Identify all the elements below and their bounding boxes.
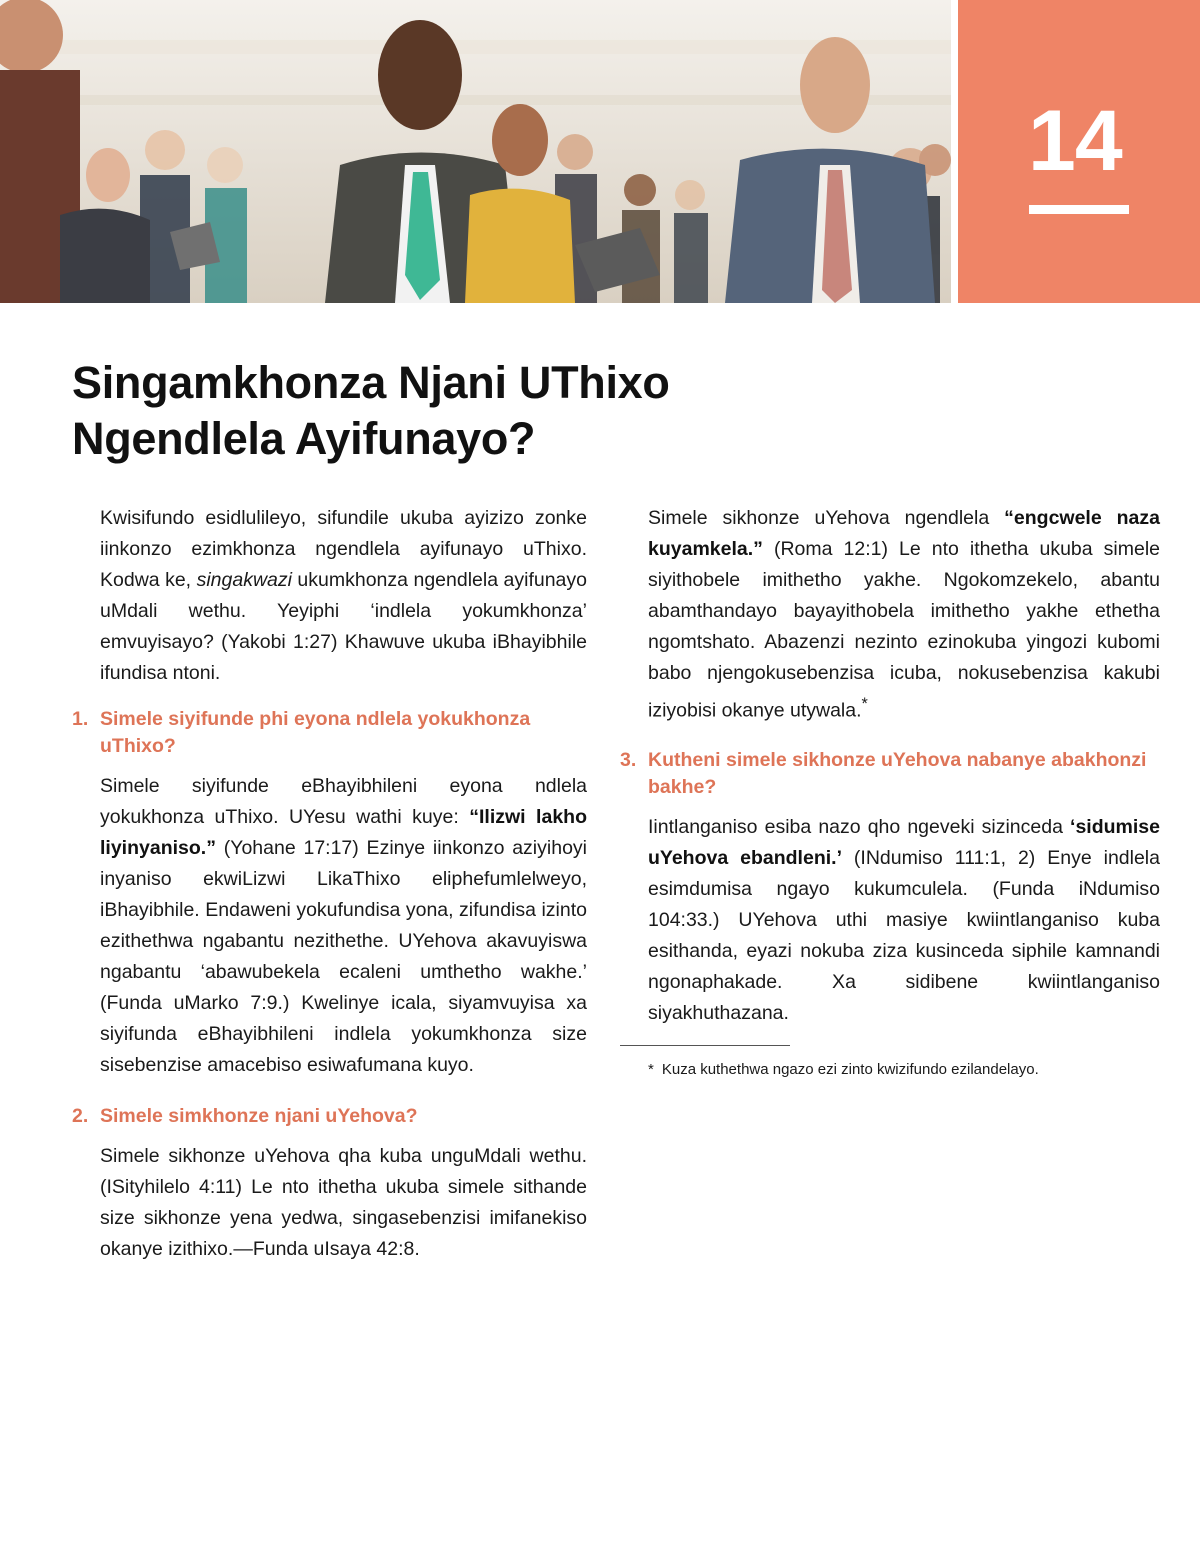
- title-line-2: Ngendlela Ayifunayo?: [72, 413, 536, 464]
- intro-emphasis: singakwazi: [196, 569, 292, 591]
- answer-3-bold: ‘sidumise uYehova ebandleni.’: [648, 815, 1160, 869]
- answer-3-paragraph: [620, 812, 1160, 1029]
- answer-3-text-1: Iintlanganiso esiba nazo qho ngeveki sizinceda: [648, 815, 1071, 838]
- question-2-number: 2.: [72, 1105, 89, 1127]
- lesson-number-underline: [1029, 205, 1129, 214]
- question-3-number: 3.: [620, 748, 637, 771]
- lesson-number-box: [958, 0, 1200, 303]
- footnote-divider: [620, 1045, 790, 1046]
- answer-1-text-2: (Yohane 17:17) Ezinye iinkonzo aziyihoyi inyaniso ekwiLizwi LikaThixo eliphefumlelweyo, iBhayibhile. Endaweni yokufundisa yona, zifundisa izinto ezithethwa ngabantu nezithethe. UYehova akavuyiswa ngabantu ‘abawubekela ecaleni umthetho wakhe.’ (Funda uMarko 7:9.) Kwelinye icala, siyamvuyisa xa siyifunda eBhayibhileni indlela yokumkhonza size sisebenzise amacebiso esiwafumana kuyo.: [100, 837, 587, 1076]
- question-1-number: 1.: [72, 708, 89, 730]
- answer-2b-bold: “engcwele naza kuyamkela.”: [648, 507, 1160, 560]
- page-title: [72, 355, 872, 467]
- question-2-text: Simele simkhonze njani uYehova?: [100, 1105, 418, 1127]
- footnote-mark: *: [648, 1060, 654, 1078]
- question-3-text: Kutheni simele sikhonze uYehova nabanye abakhonzi bakhe?: [648, 748, 1147, 798]
- answer-2b-text-1: Simele sikhonze uYehova ngendlela: [648, 507, 1005, 529]
- question-2: [72, 1103, 587, 1130]
- right-column: [620, 503, 1160, 1080]
- left-column: [72, 503, 587, 1265]
- answer-2-paragraph-a: Simele sikhonze uYehova qha kuba unguMdali wethu. (ISityhilelo 4:11) Le nto ithetha ukuba simele sithande size sikhonze yena yedwa, singasebenzisi imifanekiso okanye izithixo.—Funda uIsaya 42:8.: [100, 1145, 587, 1260]
- lesson-number: 14: [1028, 93, 1122, 189]
- question-1: [72, 706, 587, 760]
- question-1-text: Simele siyifunde phi eyona ndlela yokukhonza uThixo?: [100, 708, 531, 757]
- answer-1-text-1: Simele siyifunde eBhayibhileni eyona ndlela yokukhonza uThixo. UYesu wathi kuye:: [100, 775, 587, 828]
- answer-1-paragraph: [72, 771, 587, 1081]
- question-3: [620, 747, 1160, 801]
- intro-text-2: ukumkhonza ngendlela ayifunayo uMdali wethu. Yeyiphi ‘indlela yokumkhonza’ emvuyisayo? (Yakobi 1:27) Khawuve ukuba iBhayibhile ifundisa ntoni.: [100, 569, 587, 684]
- header-photo: [0, 0, 951, 303]
- answer-1-bold: “Ilizwi lakho liyinyaniso.”: [100, 806, 587, 859]
- congregation-singing-photo: [0, 0, 951, 303]
- answer-2b-text-2: (Roma 12:1) Le nto ithetha ukuba simele siyithobele imithetho yakhe. Ngokomzekelo, abantu abamthandayo bayayithobela imithetho yakhe ethetha ngomtshato. Abazenzi nezinto ezinokuba yingozi kubomi babo njengokusebenzisa icuba, nokusebenzisa kakubi iziyobisi okanye utywala.: [648, 538, 1160, 722]
- answer-3-text-2: (INdumiso 111:1, 2) Enye indlela esimdumisa ngayo kukumculela. (Funda iNdumiso 104:33.) UYehova uthi masiye kwiintlanganiso kuba esithanda, eyazi nokuba ziza kusinceda siphile kamnandi ngonaphakade. Xa sidibene kwiintlanganiso siyakhuthazana.: [648, 846, 1160, 1024]
- footnote-text: Kuza kuthethwa ngazo ezi zinto kwizifundo ezilandelayo.: [661, 1060, 1039, 1078]
- intro-text-1: Kwisifundo esidlulileyo, sifundile ukuba ayizizo zonke iinkonzo ezimkhonza ngendlela ayifunayo uThixo. Kodwa ke,: [100, 507, 587, 591]
- title-line-1: Singamkhonza Njani UThixo: [72, 357, 670, 408]
- answer-2-paragraph-b: [620, 503, 1160, 727]
- footnote: [620, 1060, 1160, 1080]
- intro-paragraph: [72, 503, 587, 689]
- footnote-reference[interactable]: *: [861, 695, 868, 713]
